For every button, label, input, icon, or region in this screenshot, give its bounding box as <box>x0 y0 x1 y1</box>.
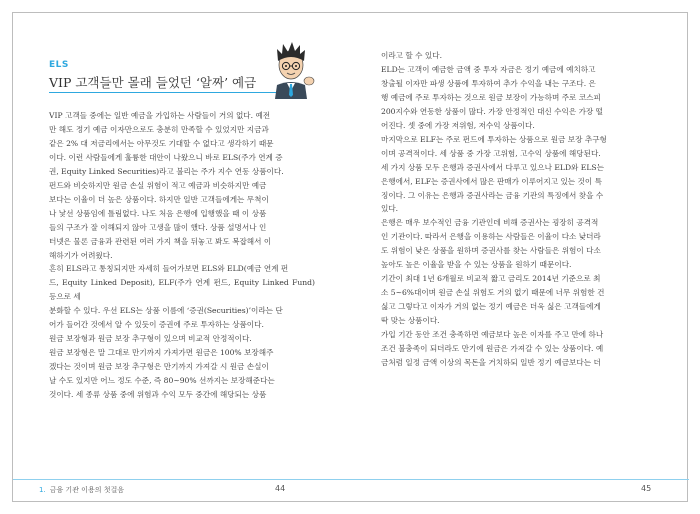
text-line: 날 수도 있지만 어느 정도 수준, 즉 80~90% 선까지는 보장해준다는 <box>49 376 275 386</box>
chapter-title: 금융 기관 이용의 첫걸음 <box>49 486 124 494</box>
text-line: 은행에서, ELF는 증권사에서 많은 판매가 이루어지고 있는 것이 특 <box>381 176 602 186</box>
section-tag: ELS <box>49 60 69 70</box>
text-line: 이라고 할 수 있다. <box>381 51 443 60</box>
text-line: 나 낯선 상품임에 틀림없다. 나도 처음 은행에 입행했을 때 이 상품 <box>49 208 267 218</box>
text-line: 원금 보장형은 말 그대로 만기까지 가져가면 원금은 100% 보장해주 <box>49 348 274 358</box>
text-line: 기간이 최대 1년 6개월로 비교적 짧고 금리도 2014년 기준으로 최 <box>381 274 601 284</box>
page-number-right: 45 <box>641 484 652 493</box>
right-page <box>351 13 689 501</box>
text-line: 200지수와 연동한 상품이 많다. 가장 안정적인 대신 수익은 가장 떨 <box>381 106 604 116</box>
text-line: 도 위험이 낮은 상품을 원하며 증권사를 찾는 사람들은 위험이 다소 <box>381 246 601 256</box>
text-line: 겠다는 것이며 원금 보장 추구형은 만기까지 가져갈 시 원금 손실이 <box>49 362 269 372</box>
text-line: 딱 맞는 상품이다. <box>381 316 440 326</box>
text-line: 마지막으로 ELF는 주로 펀드에 투자하는 상품으로 원금 보장 추구형 <box>381 134 607 144</box>
text-line: 창출될 이자만 파생 상품에 투자하여 추가 수익을 내는 구조다. 은 <box>381 78 596 88</box>
text-line: 원금 보장형과 원금 보장 추구형이 있으며 비교적 안정적이다. <box>49 334 252 344</box>
chapter-number: 1. <box>39 486 46 494</box>
page-title: VIP 고객들만 몰래 들었던 ‘알짜’ 예금 <box>49 75 257 90</box>
text-line: 해하기가 어려웠다. <box>49 250 113 260</box>
book-spread <box>12 12 688 502</box>
page-number-left: 44 <box>275 484 286 493</box>
left-body-text <box>49 109 315 402</box>
text-line: 들의 구조가 잘 이해되지 않아 고생을 많이 했다. 상품 설명서나 인 <box>49 222 267 232</box>
right-body-text <box>381 49 651 370</box>
text-line: 같은 2% 대 저금리에서는 아무것도 기대할 수 없다고 생각하기 때문 <box>49 138 274 148</box>
text-line: 금처럼 일정 금액 이상의 목돈을 거치하되 일반 정기 예금보다는 더 <box>381 357 601 367</box>
left-page <box>13 13 351 501</box>
text-line: 은행은 매우 보수적인 금융 기관인데 비해 증권사는 굉장히 공격적 <box>381 218 599 228</box>
text-line: VIP 고객들 중에는 일반 예금을 가입하는 사람들이 거의 없다. 예전 <box>49 111 271 120</box>
text-line: 가입 기간 동안 조건 충족하면 예금보다 높은 이자를 주고 만에 하나 <box>381 330 604 340</box>
text-line: 징이다. 그 이유는 은행과 증권사라는 금융 기관의 특징에서 찾을 수 <box>381 190 604 200</box>
text-line: 드, Equity Linked Deposit), ELF(주가 연계 펀드, Equity Linked Fund) 등으로 세 <box>49 278 315 302</box>
footer-divider <box>13 479 689 480</box>
text-line: 있다. <box>381 204 399 214</box>
text-line: 세 가지 상품 모두 은행과 증권사에서 다루고 있으나 ELD와 ELS는 <box>381 162 604 172</box>
text-line: 분화할 수 있다. 우선 ELS는 상품 이름에 ‘증권(Securities)’이라는 단 <box>49 306 283 316</box>
text-line: 펀드와 비슷하지만 원금 손실 위험이 적고 예금과 비슷하지만 예금 <box>49 180 267 190</box>
text-line: 터넷은 물론 금융과 관련된 여러 가지 책을 뒤놓고 봐도 복잡해서 이 <box>49 236 272 246</box>
text-line: 싫고 그렇다고 이자가 거의 없는 정기 예금은 더욱 싫은 고객들에게 <box>381 302 601 312</box>
text-line: 인 기관이다. 따라서 은행을 이용하는 사람들은 이율이 다소 낮더라 <box>381 232 601 242</box>
text-line: 소 5~6%대이며 원금 손실 위험도 거의 없기 때문에 너무 위험한 건 <box>381 288 605 298</box>
text-line: 어진다. 셋 중에 가장 저위험, 저수익 상품이다. <box>381 120 535 130</box>
text-line: 권, Equity Linked Securities)라고 불리는 주가 지수 연동 상품이다. <box>49 166 284 176</box>
text-line: 이며 공격적이다. 세 상품 중 가장 고위험, 고수익 상품에 해당된다. <box>381 148 601 158</box>
text-line: ELD는 고객이 예금한 금액 중 투자 자금은 정기 예금에 예치하고 <box>381 64 596 74</box>
title-underline <box>49 92 285 93</box>
text-line: 이다. 이런 사람들에게 훌륭한 대안이 나왔으니 바로 ELS(주가 연계 증 <box>49 152 283 162</box>
text-line: 만 해도 정기 예금 이자만으로도 충분히 만족할 수 있었지만 지금과 <box>49 124 269 134</box>
text-line: 어가 들어간 것에서 알 수 있듯이 증권에 주로 투자하는 상품이다. <box>49 320 264 330</box>
footer-chapter <box>39 485 124 495</box>
text-line: 행 예금에 주로 투자하는 것으로 원금 보장이 가능하며 주로 코스피 <box>381 92 601 102</box>
text-line: 흔히 ELS라고 통칭되지만 자세히 들어가보면 ELS와 ELD(예금 연계 펀 <box>49 264 289 274</box>
text-line: 것이다. 세 종류 상품 중에 위험과 수익 모두 중간에 해당되는 상품 <box>49 390 267 400</box>
text-line: 조건 불충족이 되더라도 만기에 원금은 가져갈 수 있는 상품이다. 예 <box>381 344 604 354</box>
text-line: 높아도 높은 이율을 받을 수 있는 상품을 원하기 때문이다. <box>381 260 572 270</box>
text-line: 보다는 이율이 더 높은 상품이다. 하지만 일반 고객들에게는 무척이 <box>49 194 269 204</box>
cartoon-man-with-glasses-icon <box>263 41 319 99</box>
